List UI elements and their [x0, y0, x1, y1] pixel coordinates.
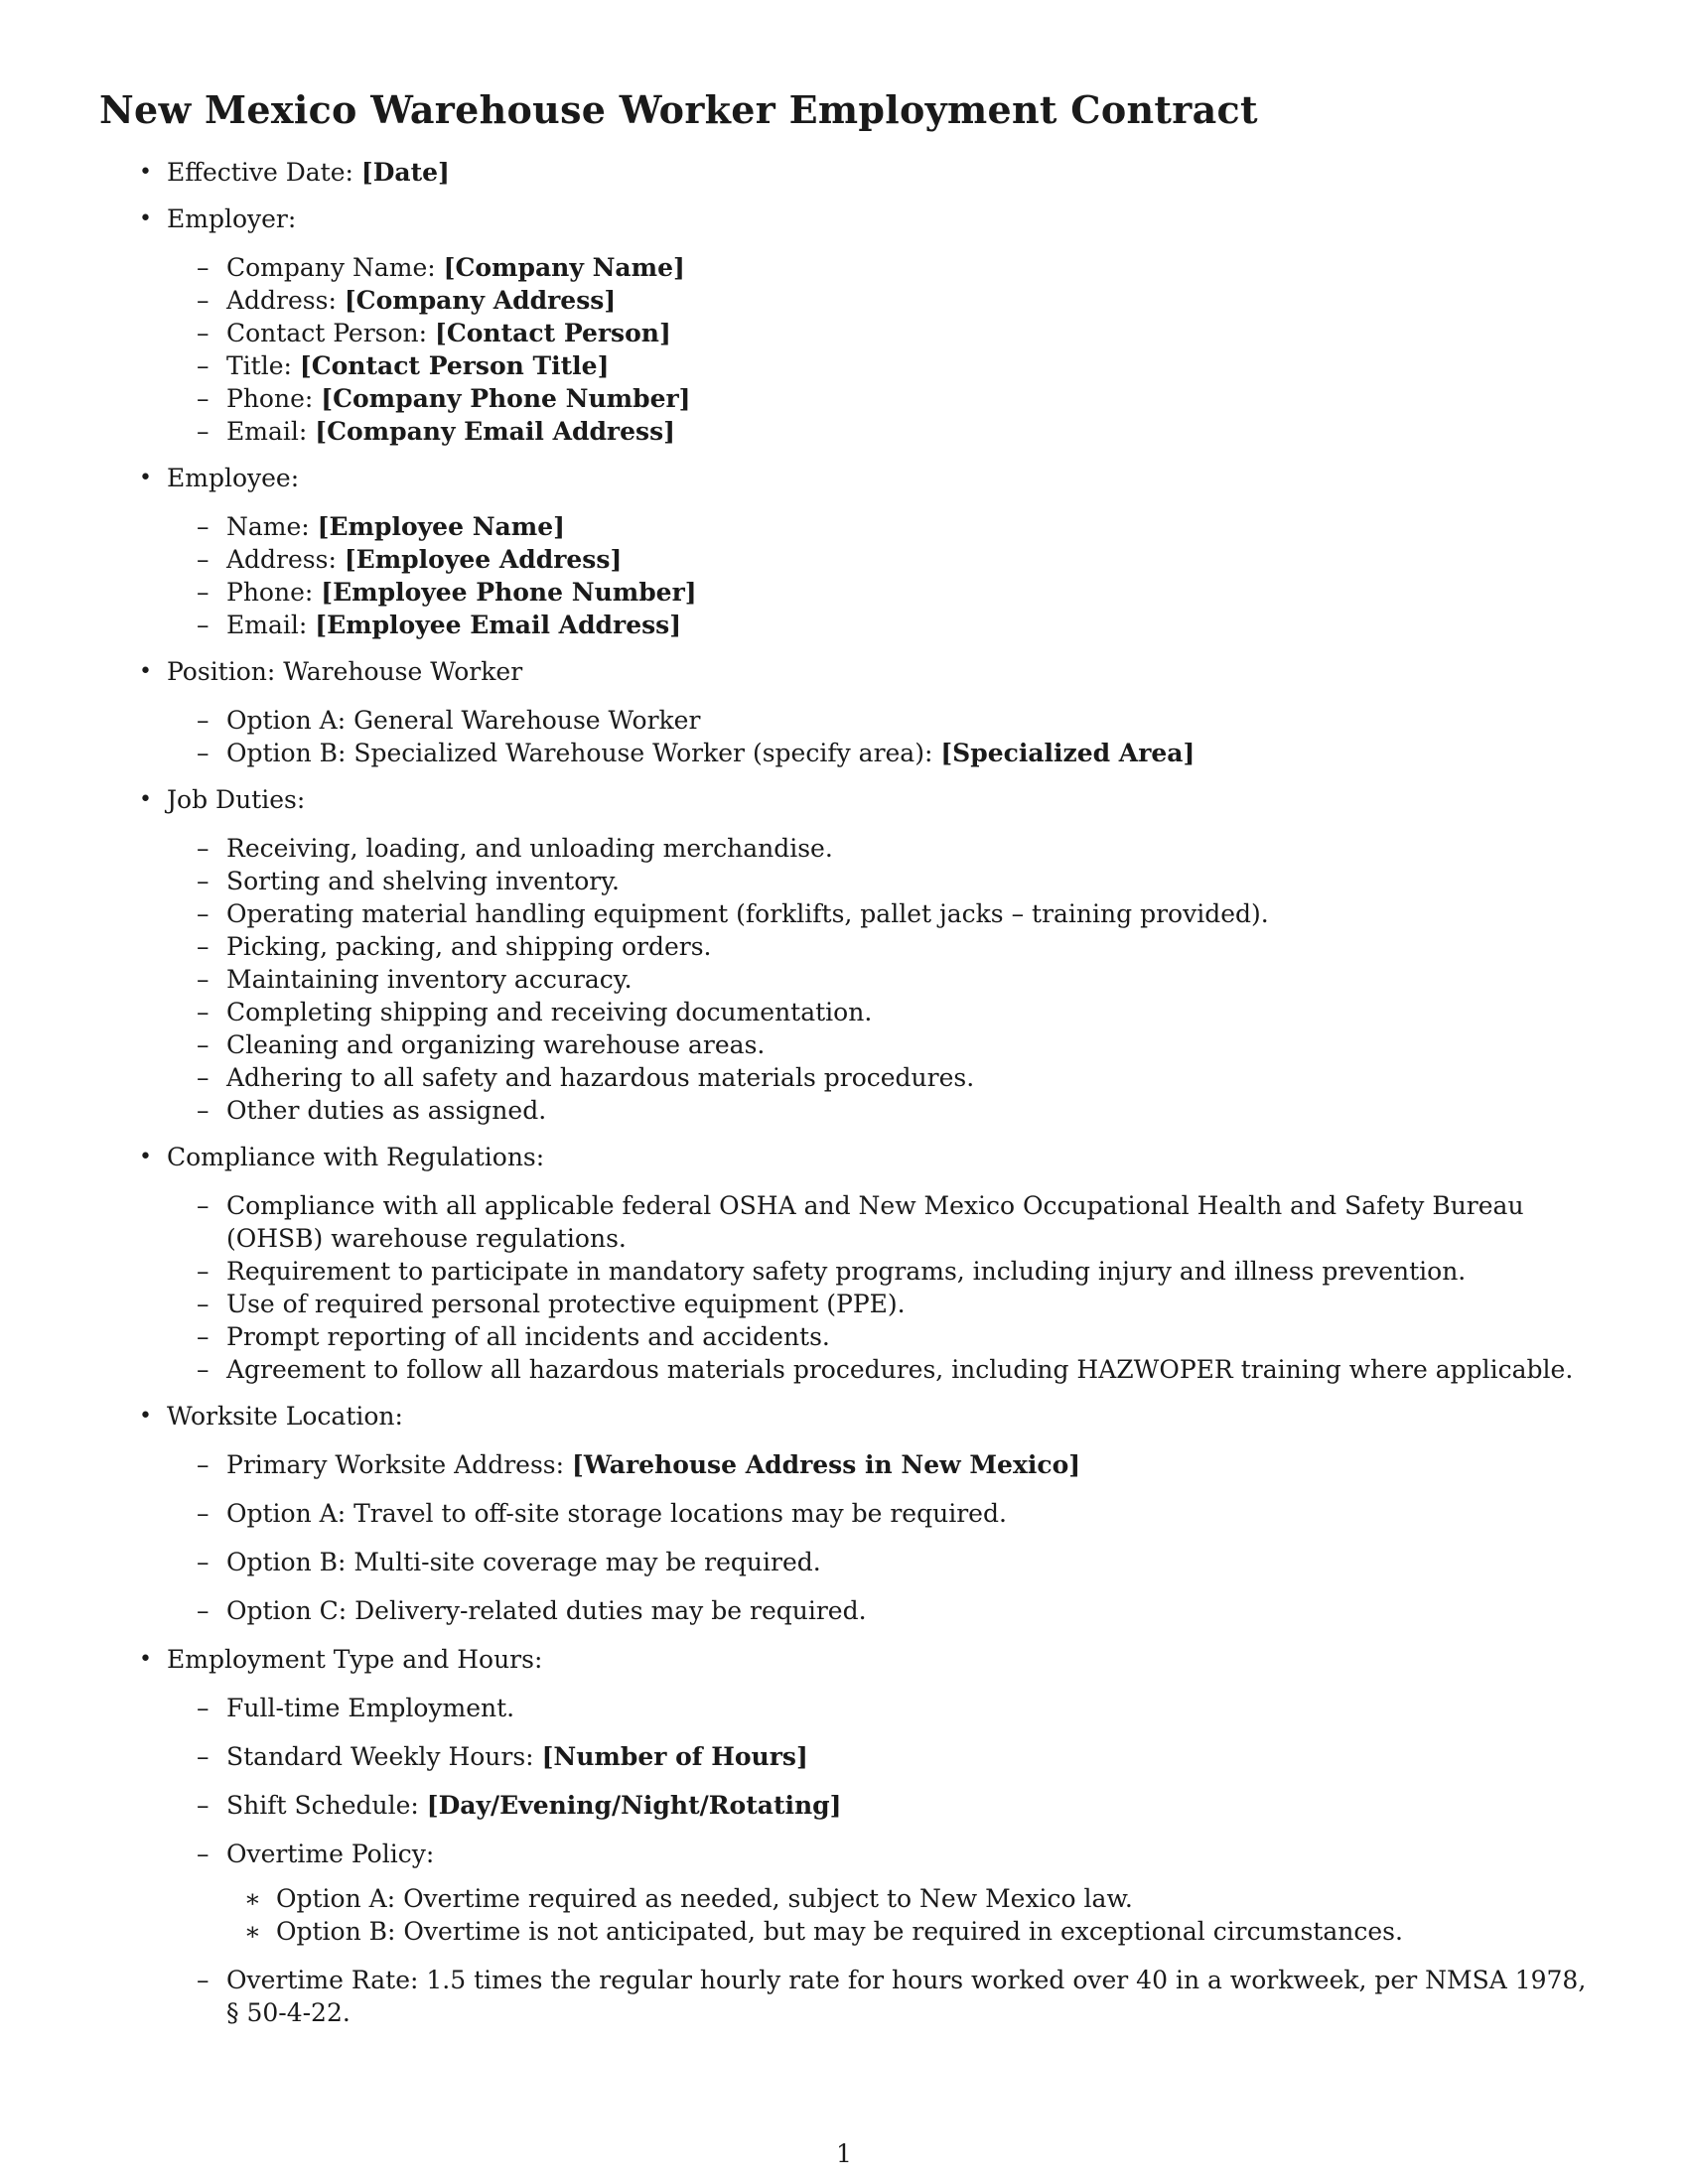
bullet-icon: • — [139, 787, 152, 812]
list-item: – Cleaning and organizing warehouse areas. — [197, 1030, 766, 1059]
job-duties-section — [99, 783, 1589, 1127]
list-item: – Shift Schedule: [Day/Evening/Night/Rotating] — [197, 1791, 842, 1820]
job-duties-label: Job Duties: — [167, 785, 306, 814]
list-item: – Picking, packing, and shipping orders. — [197, 932, 712, 961]
list-item: – Address: [Employee Address] — [197, 545, 623, 574]
list-item: – Option C: Delivery-related duties may be required. — [197, 1596, 867, 1625]
list-item: – Title: [Contact Person Title] — [197, 351, 610, 380]
position-section — [99, 655, 1589, 769]
list-item: – Agreement to follow all hazardous materials procedures, including HAZWOPER training where applicable. — [197, 1355, 1574, 1384]
list-item: – Standard Weekly Hours: [Number of Hours] — [197, 1742, 808, 1771]
list-item: – Company Name: [Company Name] — [197, 253, 685, 282]
list-item: – Full-time Employment. — [197, 1694, 515, 1722]
page-number: 1 — [836, 2139, 852, 2168]
employee-label: Employee: — [167, 464, 300, 492]
bullet-icon: • — [139, 659, 152, 684]
list-item: – Overtime Rate: 1.5 times the regular hourly rate for hours worked over 40 in a workweek, per NMSA 1978, § 50-4-22. — [197, 1966, 1587, 2027]
overtime-options — [226, 1882, 1589, 1948]
list-item: – Phone: [Company Phone Number] — [197, 384, 691, 413]
list-item: – Option B: Specialized Warehouse Worker (specify area): [Specialized Area] — [197, 739, 1196, 767]
bullet-icon: • — [139, 160, 152, 185]
bullet-icon: • — [139, 1404, 152, 1429]
employment-type-label: Employment Type and Hours: — [167, 1645, 543, 1674]
bullet-icon: • — [139, 206, 152, 231]
list-item: ∗ Option A: Overtime required as needed, subject to New Mexico law. — [244, 1884, 1133, 1913]
list-item: – Completing shipping and receiving documentation. — [197, 998, 873, 1026]
list-item: – Email: [Company Email Address] — [197, 417, 675, 446]
worksite-section — [99, 1400, 1589, 1627]
list-item: – Phone: [Employee Phone Number] — [197, 578, 697, 607]
contract-sections — [99, 156, 1589, 2029]
employee-fields — [167, 510, 1589, 641]
overtime-rate: Overtime Rate: 1.5 times the regular hourly rate for hours worked over 40 in a workweek, per NMSA 1978, § 50-4-22. — [226, 1966, 1587, 2027]
list-item: – Name: [Employee Name] — [197, 512, 565, 541]
employee-section — [99, 462, 1589, 641]
list-item: – Contact Person: [Contact Person] — [197, 319, 671, 347]
list-item: – Operating material handling equipment (forklifts, pallet jacks – training provided). — [197, 899, 1269, 928]
effective-date-label: Effective Date: — [167, 158, 353, 187]
effective-date-value: [Date] — [360, 158, 450, 187]
compliance-section — [99, 1141, 1589, 1386]
list-item: – Requirement to participate in mandatory safety programs, including injury and illness prevention. — [197, 1257, 1467, 1286]
list-item: – Sorting and shelving inventory. — [197, 867, 620, 895]
list-item: – Compliance with all applicable federal OSHA and New Mexico Occupational Health and Safety Bureau (OHSB) warehouse regulations. — [197, 1191, 1524, 1253]
bullet-icon: • — [139, 1647, 152, 1672]
list-item: – Overtime Policy: ∗ Option A: Overtime required as needed, subject to New Mexico law. ∗ Option B: Overtime is not anticipated, but may be required in exceptional circumstances. — [167, 1838, 1589, 1948]
list-item: – Prompt reporting of all incidents and accidents. — [197, 1322, 830, 1351]
bullet-icon: • — [139, 1145, 152, 1169]
worksite-label: Worksite Location: — [167, 1402, 403, 1431]
list-item: – Use of required personal protective equipment (PPE). — [197, 1290, 906, 1318]
list-item: – Receiving, loading, and unloading merchandise. — [197, 834, 833, 863]
list-item: – Option B: Multi-site coverage may be required. — [197, 1548, 821, 1576]
employer-label: Employer: — [167, 205, 297, 233]
list-item: – Maintaining inventory accuracy. — [197, 965, 633, 994]
list-item: – Primary Worksite Address: [Warehouse Address in New Mexico] — [197, 1450, 1081, 1479]
job-duties-list — [167, 832, 1589, 1127]
document-title: New Mexico Warehouse Worker Employment Contract — [99, 87, 1258, 132]
document-page — [99, 87, 1589, 2045]
list-item: – Email: [Employee Email Address] — [197, 611, 682, 639]
list-item: – Other duties as assigned. — [197, 1096, 547, 1125]
employer-section — [99, 203, 1589, 448]
list-item: – Address: [Company Address] — [197, 286, 617, 315]
employer-fields — [167, 251, 1589, 448]
list-item: – Option A: General Warehouse Worker — [197, 706, 701, 735]
employment-type-list — [167, 1692, 1589, 2029]
list-item: – Option A: Travel to off-site storage locations may be required. — [197, 1499, 1007, 1528]
position-label: Position: Warehouse Worker — [167, 657, 523, 686]
position-options — [167, 704, 1589, 769]
list-item: – Adhering to all safety and hazardous materials procedures. — [197, 1063, 975, 1092]
employment-type-section — [99, 1643, 1589, 2029]
bullet-icon: • — [139, 466, 152, 490]
effective-date-section — [99, 156, 1589, 189]
worksite-list — [167, 1448, 1589, 1627]
compliance-label: Compliance with Regulations: — [167, 1143, 545, 1171]
compliance-list — [167, 1189, 1589, 1386]
list-item: ∗ Option B: Overtime is not anticipated, but may be required in exceptional circumstances. — [244, 1917, 1403, 1946]
